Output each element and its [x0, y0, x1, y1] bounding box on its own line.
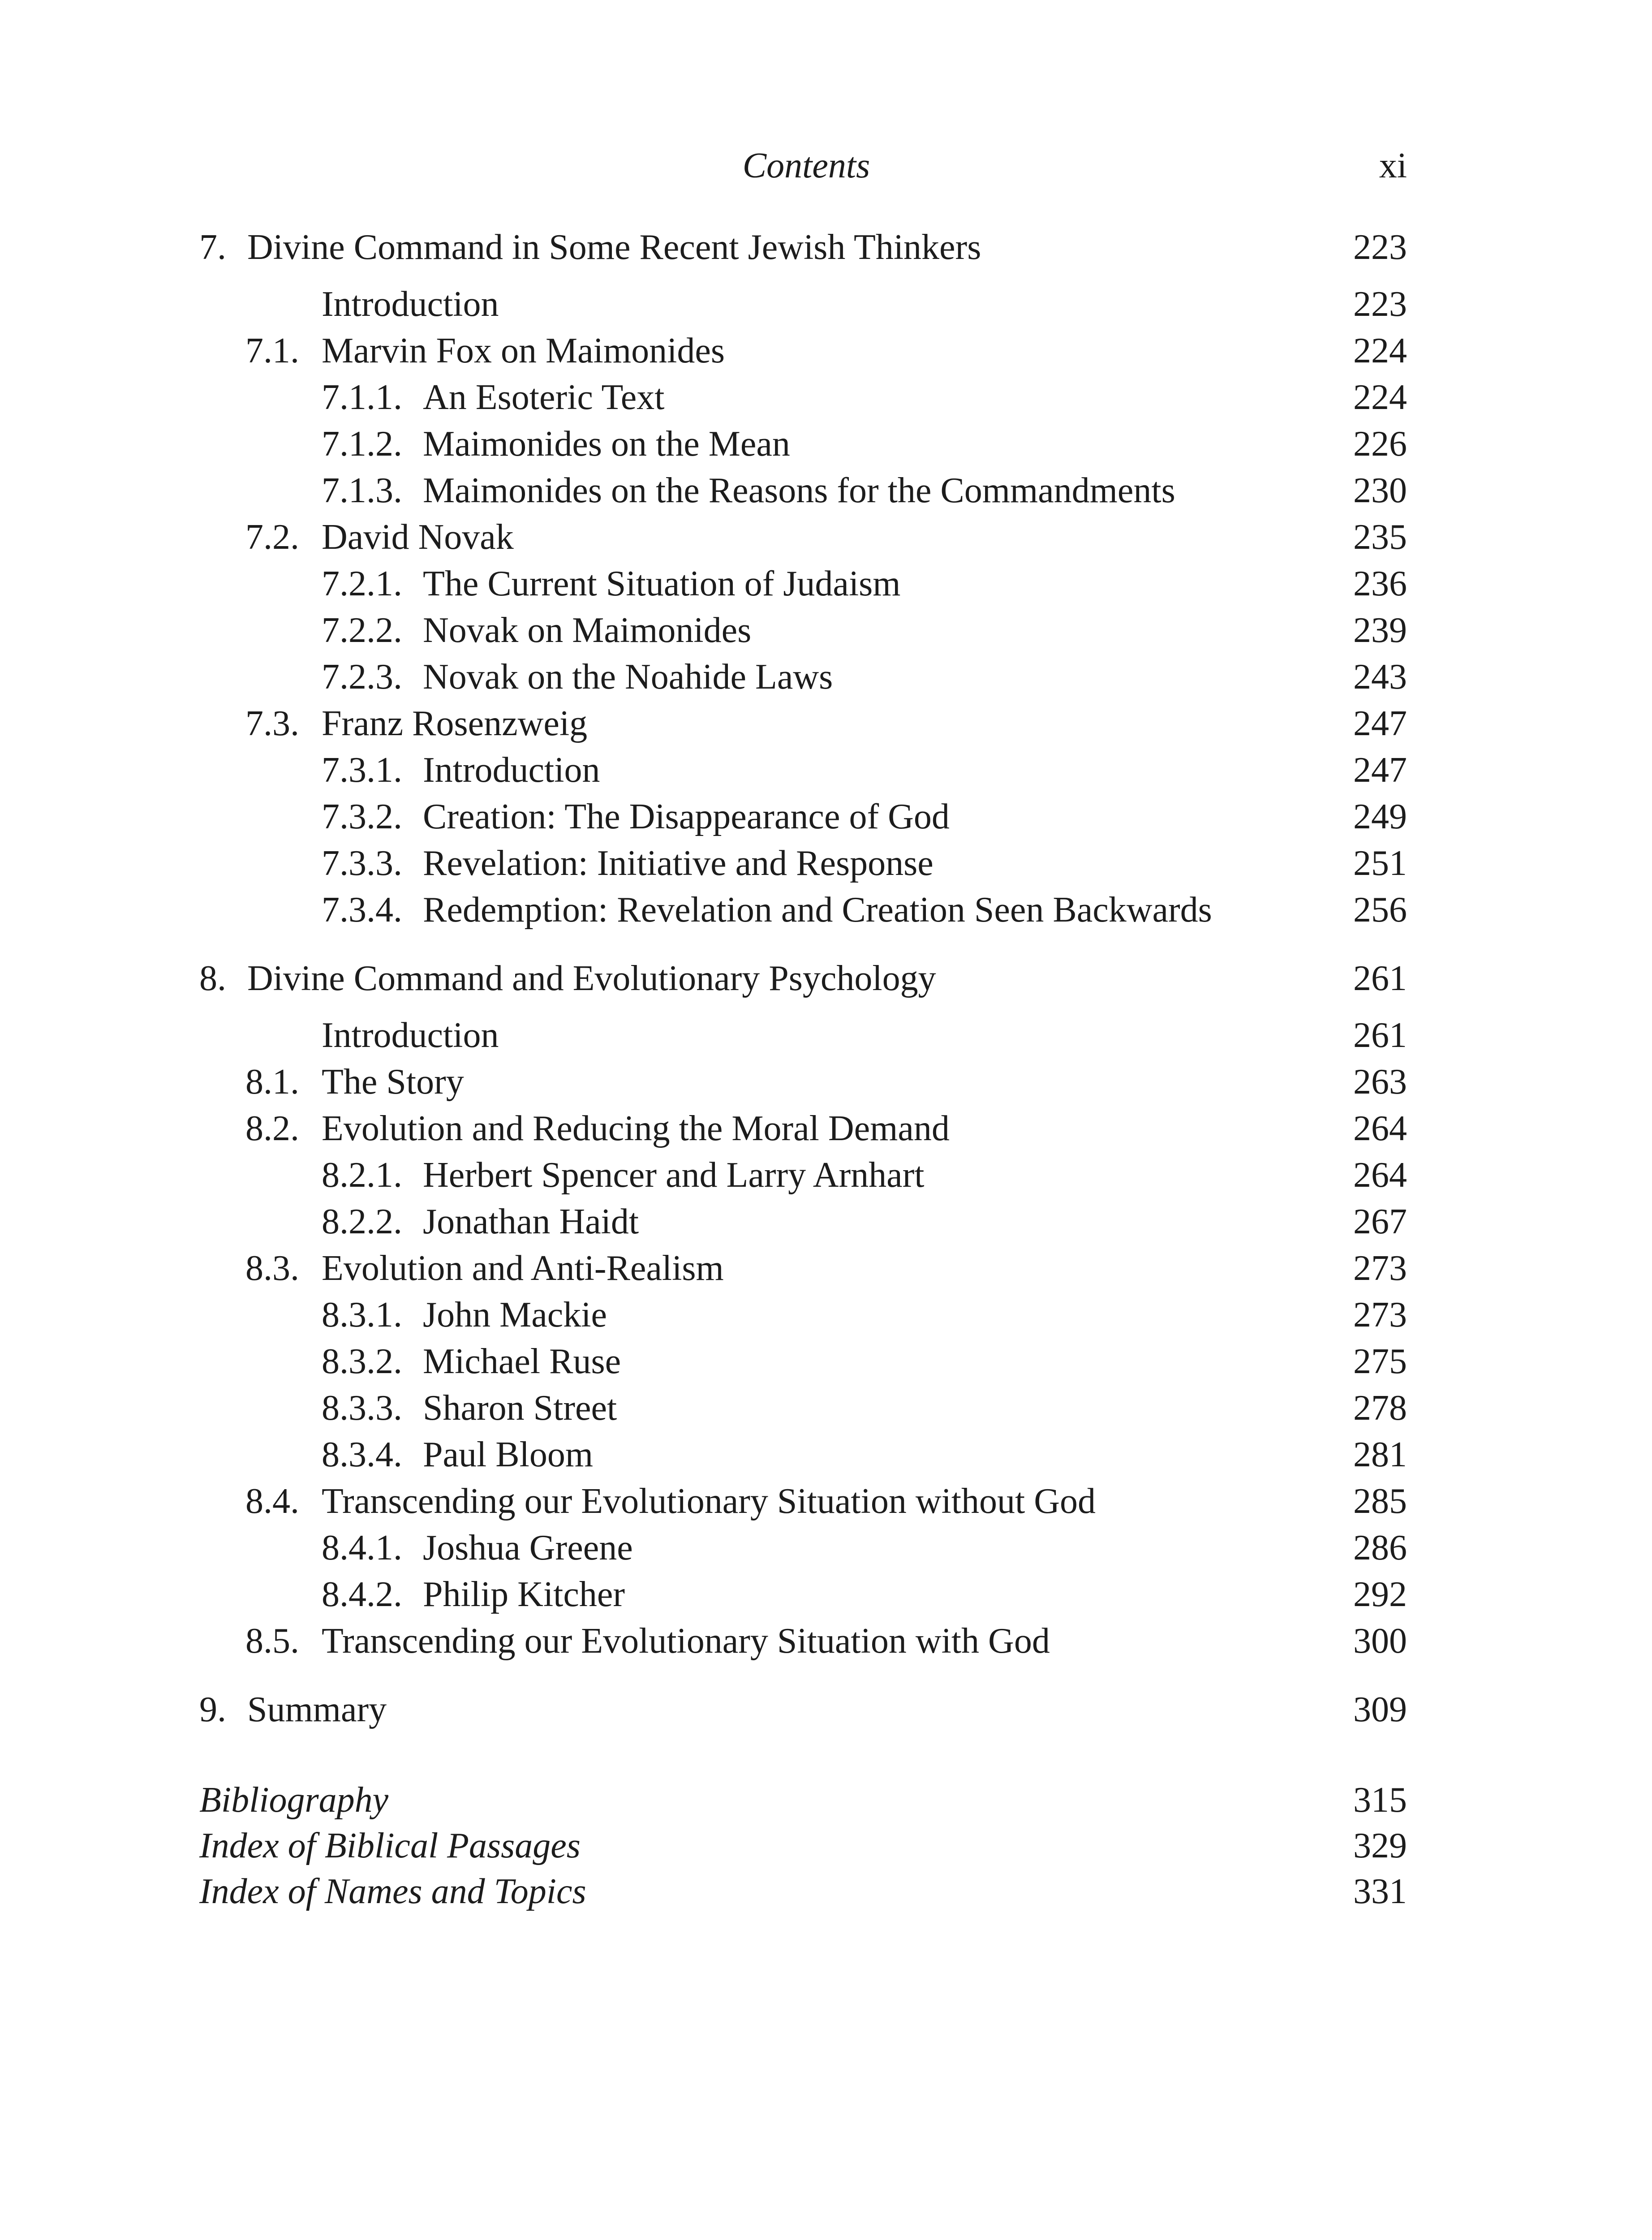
entry-number: 7.1.3.: [322, 471, 402, 510]
entry-page: 292: [1353, 1575, 1407, 1614]
entry-page: 224: [1353, 378, 1407, 417]
entry-title: Divine Command in Some Recent Jewish Thinkers: [247, 228, 981, 267]
toc-entry: [0, 281, 1652, 327]
entry-title: Redemption: Revelation and Creation Seen Backwards: [423, 890, 1212, 930]
entry-number: 8.: [199, 959, 226, 998]
entry-page: 273: [1353, 1249, 1407, 1288]
entry-title: Index of Biblical Passages: [199, 1826, 581, 1865]
entry-number: 7.: [199, 228, 226, 267]
entry-page: 278: [1353, 1388, 1407, 1428]
entry-number: 7.1.1.: [322, 378, 402, 417]
entry-title: Maimonides on the Reasons for the Commandments: [423, 471, 1175, 510]
entry-page: 264: [1353, 1109, 1407, 1148]
entry-page: 281: [1353, 1435, 1407, 1474]
entry-page: 247: [1353, 750, 1407, 790]
toc-subsection: [0, 840, 1652, 887]
toc-chapter: [0, 224, 1652, 271]
toc-subsection: [0, 654, 1652, 700]
entry-number: 8.2.2.: [322, 1202, 402, 1241]
entry-title: John Mackie: [423, 1295, 607, 1335]
entry-number: 7.1.2.: [322, 424, 402, 464]
entry-page: 309: [1353, 1690, 1407, 1729]
toc-subsection: [0, 1385, 1652, 1431]
entry-number: 7.3.: [245, 704, 299, 743]
toc-section: [0, 700, 1652, 747]
entry-number: 7.2.1.: [322, 564, 402, 603]
entry-title: Paul Bloom: [423, 1435, 594, 1474]
entry-title: Sharon Street: [423, 1388, 617, 1428]
entry-page: 264: [1353, 1155, 1407, 1195]
entry-page: 223: [1353, 284, 1407, 324]
page-folio: xi: [1379, 146, 1407, 185]
entry-number: 8.3.2.: [322, 1342, 402, 1381]
toc-subsection: [0, 560, 1652, 607]
entry-title: Herbert Spencer and Larry Arnhart: [423, 1155, 925, 1195]
entry-title: Novak on Maimonides: [423, 611, 752, 650]
toc-section: [0, 514, 1652, 560]
entry-title: The Story: [322, 1062, 464, 1102]
toc-subsection: [0, 607, 1652, 654]
entry-title: Introduction: [423, 750, 600, 790]
entry-page: 329: [1353, 1826, 1407, 1865]
toc-subsection: [0, 1571, 1652, 1618]
entry-title: David Novak: [322, 517, 514, 557]
entry-number: 7.3.3.: [322, 844, 402, 883]
entry-page: 285: [1353, 1482, 1407, 1521]
toc-section: [0, 327, 1652, 374]
entry-number: 8.2.: [245, 1109, 299, 1148]
toc-subsection: [0, 467, 1652, 514]
entry-title: Franz Rosenzweig: [322, 704, 588, 743]
toc-backmatter: [0, 1822, 1652, 1869]
entry-title: Evolution and Reducing the Moral Demand: [322, 1109, 950, 1148]
entry-number: 8.3.: [245, 1249, 299, 1288]
entry-number: 7.3.1.: [322, 750, 402, 790]
entry-number: 8.4.1.: [322, 1528, 402, 1568]
toc-section: [0, 1105, 1652, 1152]
entry-title: Introduction: [322, 284, 499, 324]
entry-number: 8.1.: [245, 1062, 299, 1102]
entry-title: Divine Command and Evolutionary Psychology: [247, 959, 936, 998]
toc-subsection: [0, 1431, 1652, 1478]
entry-page: 261: [1353, 959, 1407, 998]
entry-page: 223: [1353, 228, 1407, 267]
toc-chapter: [0, 1686, 1652, 1733]
toc-subsection: [0, 1338, 1652, 1385]
entry-page: 226: [1353, 424, 1407, 464]
entry-title: Transcending our Evolutionary Situation with God: [322, 1621, 1050, 1661]
entry-number: 7.3.4.: [322, 890, 402, 930]
entry-number: 7.2.2.: [322, 611, 402, 650]
entry-number: 7.2.3.: [322, 657, 402, 697]
toc-backmatter: [0, 1777, 1652, 1823]
entry-page: 230: [1353, 471, 1407, 510]
entry-title: Joshua Greene: [423, 1528, 633, 1568]
entry-number: 8.5.: [245, 1621, 299, 1661]
running-title: Contents: [742, 146, 870, 185]
toc-section: [0, 1478, 1652, 1525]
toc-backmatter: [0, 1868, 1652, 1915]
entry-title: Summary: [247, 1690, 387, 1729]
entry-title: Jonathan Haidt: [423, 1202, 639, 1241]
entry-number: 8.4.2.: [322, 1575, 402, 1614]
entry-title: Introduction: [322, 1016, 499, 1055]
entry-title: Creation: The Disappearance of God: [423, 797, 950, 836]
entry-page: 247: [1353, 704, 1407, 743]
toc-subsection: [0, 793, 1652, 840]
entry-title: Revelation: Initiative and Response: [423, 844, 934, 883]
toc-subsection: [0, 1292, 1652, 1338]
running-head: [0, 141, 1652, 190]
entry-page: 273: [1353, 1295, 1407, 1335]
toc-section: [0, 1618, 1652, 1664]
toc-subsection: [0, 374, 1652, 421]
toc-entry: [0, 1012, 1652, 1059]
entry-number: 8.3.1.: [322, 1295, 402, 1335]
entry-page: 263: [1353, 1062, 1407, 1102]
entry-title: Marvin Fox on Maimonides: [322, 331, 725, 370]
entry-title: Novak on the Noahide Laws: [423, 657, 833, 697]
entry-page: 224: [1353, 331, 1407, 370]
entry-number: 8.4.: [245, 1482, 299, 1521]
entry-page: 286: [1353, 1528, 1407, 1568]
entry-page: 331: [1353, 1872, 1407, 1911]
entry-page: 275: [1353, 1342, 1407, 1381]
entry-number: 9.: [199, 1690, 226, 1729]
entry-title: The Current Situation of Judaism: [423, 564, 901, 603]
toc-subsection: [0, 1525, 1652, 1571]
toc-section: [0, 1245, 1652, 1292]
entry-title: Index of Names and Topics: [199, 1872, 586, 1911]
entry-number: 7.2.: [245, 517, 299, 557]
entry-title: An Esoteric Text: [423, 378, 665, 417]
entry-number: 7.1.: [245, 331, 299, 370]
entry-number: 7.3.2.: [322, 797, 402, 836]
toc-subsection: [0, 1198, 1652, 1245]
entry-title: Evolution and Anti-Realism: [322, 1249, 724, 1288]
entry-page: 236: [1353, 564, 1407, 603]
entry-page: 243: [1353, 657, 1407, 697]
entry-title: Philip Kitcher: [423, 1575, 625, 1614]
toc-chapter: [0, 955, 1652, 1002]
entry-number: 8.3.4.: [322, 1435, 402, 1474]
entry-number: 8.3.3.: [322, 1388, 402, 1428]
entry-page: 256: [1353, 890, 1407, 930]
entry-page: 300: [1353, 1621, 1407, 1661]
entry-page: 261: [1353, 1016, 1407, 1055]
toc-subsection: [0, 1152, 1652, 1198]
entry-title: Maimonides on the Mean: [423, 424, 790, 464]
toc-subsection: [0, 421, 1652, 467]
toc-subsection: [0, 887, 1652, 933]
entry-number: 8.2.1.: [322, 1155, 402, 1195]
entry-page: 267: [1353, 1202, 1407, 1241]
toc-subsection: [0, 747, 1652, 793]
entry-title: Bibliography: [199, 1780, 389, 1820]
entry-page: 251: [1353, 844, 1407, 883]
entry-title: Michael Ruse: [423, 1342, 621, 1381]
entry-page: 249: [1353, 797, 1407, 836]
entry-page: 239: [1353, 611, 1407, 650]
toc-section: [0, 1059, 1652, 1105]
entry-title: Transcending our Evolutionary Situation without God: [322, 1482, 1096, 1521]
entry-page: 315: [1353, 1780, 1407, 1820]
entry-page: 235: [1353, 517, 1407, 557]
